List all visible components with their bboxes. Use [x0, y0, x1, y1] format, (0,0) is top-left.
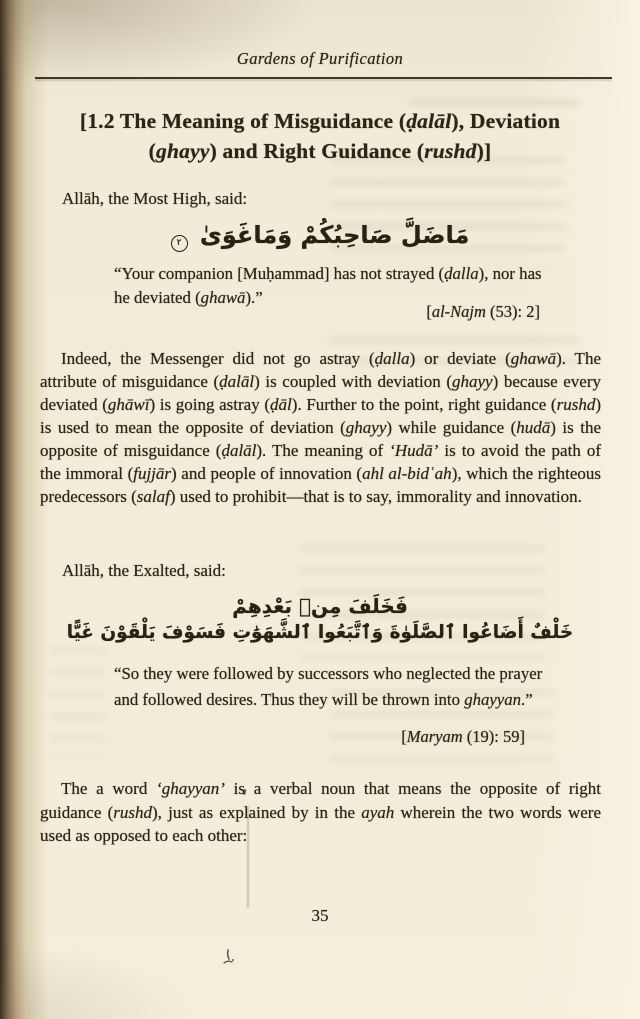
quote-translation-1: “Your companion [Muḥammad] has not strayed (ḍalla), nor has he deviated (ghawā).”: [114, 264, 542, 307]
citation-2: [Maryam (19): 59]: [401, 727, 525, 746]
quran-arabic-19-59-line-1: فَخَلَفَ مِنۢ بَعْدِهِمْ: [232, 594, 408, 618]
quran-arabic-53-2: [0, 221, 640, 252]
body-paragraph-1: Indeed, the Messenger did not go astray (ḍalla) or deviate (ghawā). The attribute of misguidance (ḍalāl) is coupled with deviation (ghayy) because every deviated (ghāwī) is going astray (ḍāl). Further to the point, right guidance (rushd) is used to mean the opposite of deviation (ghayy) while guidance (hudā) is the opposite of misguidance (ḍalāl). The meaning of ‘Hudā’ is to avoid the path of the immoral (fujjār) and people of innovation (ahl al-bidʿah), which the righteous predecessors (salaf) used to prohibit—that is to say, immorality and innovation.: [40, 349, 602, 506]
page-number: 35: [311, 906, 329, 925]
quote-intro-2: Allāh, the Exalted, said:: [62, 561, 226, 580]
section-title-line-2: (ghayy) and Right Guidance (rushd)]: [148, 139, 492, 163]
running-head: Gardens of Purification: [236, 49, 404, 68]
section-title: [38, 106, 602, 166]
bleed-through-smudge: [50, 640, 105, 760]
handwritten-mark: [220, 946, 244, 970]
quote-intro-1: Allāh, the Most High, said:: [62, 189, 248, 208]
body-paragraph-2: The a word ‘ghayyan’ is a verbal noun that means the opposite of right guidance (rushd), just as explained by in the ayah wherein the two words were used as opposed to each other:: [40, 779, 601, 845]
ayah-end-marker-icon: ٢: [171, 235, 188, 252]
quote-translation-2: “So they were followed by successors who neglected the prayer and followed desires. Thus they will be thrown into ghayyan.”: [114, 664, 543, 709]
header-rule: [35, 77, 612, 79]
citation-1: [al-Najm (53): 2]: [426, 302, 540, 321]
quran-arabic-19-59-line-2: خَلْفٌ أَضَاعُوا ٱلصَّلَوٰةَ وَٱتَّبَعُوا ٱلشَّهَوَٰتِ فَسَوْفَ يَلْقَوْنَ غَيًّا: [66, 622, 574, 643]
arabic-verse-text: مَاضَلَّ صَاحِبُكُمْ وَمَاغَوَىٰ: [199, 221, 470, 249]
section-title-line-1: [1.2 The Meaning of Misguidance (ḍalāl), Deviation: [79, 109, 561, 133]
